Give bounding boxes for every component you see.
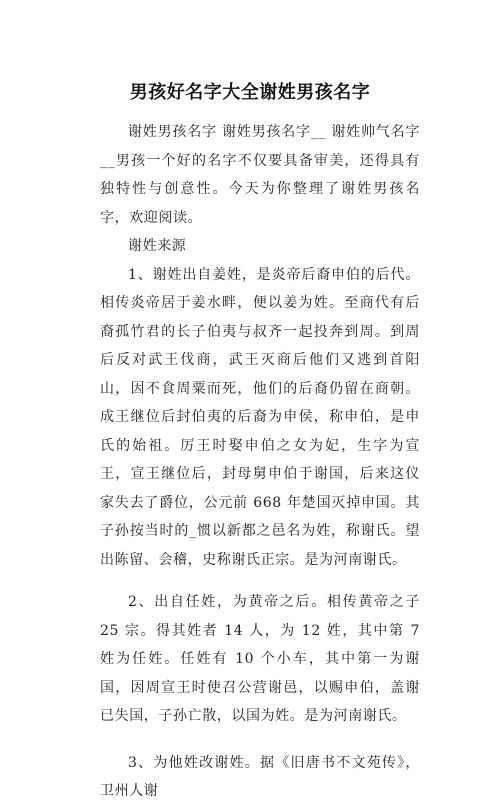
paragraph-heading-origin: 谢姓来源 <box>128 238 187 254</box>
document-body <box>100 118 420 806</box>
paragraph-origin-2: 2、出自任姓，为黄帝之后。相传黄帝之子 25 宗。得其姓者 14 人，为 12 姓，其中第 7 姓为任姓。任姓有 10 个小车，其中第一为谢国，因周宣王时使召公营谢邑，以赐申伯，盖谢已失国，子孙亡散，以国为姓。是为河南谢氏。 <box>100 594 420 724</box>
paragraph-origin-1: 1、谢姓出自姜姓，是炎帝后裔申伯的后代。相传炎帝居于姜水畔，便以姜为姓。至商代有后裔孤竹君的长子伯夷与叔齐一起投奔到周。到周后反对武王伐商，武王灭商后他们又逃到首阳山，因不食周粟而死，他们的后裔仍留在商朝。成王继位后封伯夷的后裔为申侯，称申伯，是申氏的始祖。厉王时娶申伯之女为妃，生字为宣王，宣王继位后，封母舅申伯于谢国，后来这仪家失去了爵位，公元前 668 年楚国灭掉申国。其子孙按当时的_惯以新都之邑名为姓，称谢氏。望出陈留、会稽，史称谢氏正宗。是为河南谢氏。 <box>100 266 420 568</box>
paragraph-origin-3: 3、为他姓改谢姓。据《旧唐书不文苑传》，卫州人谢 <box>100 754 420 799</box>
paragraph-intro: 谢姓男孩名字 谢姓男孩名字__ 谢姓帅气名字__男孩一个好的名字不仅要具备审美，还得具有独特性与创意性。今天为你整理了谢姓男孩名字，欢迎阅读。 <box>100 124 420 226</box>
document-title: 男孩好名字大全谢姓男孩名字 <box>129 82 371 103</box>
